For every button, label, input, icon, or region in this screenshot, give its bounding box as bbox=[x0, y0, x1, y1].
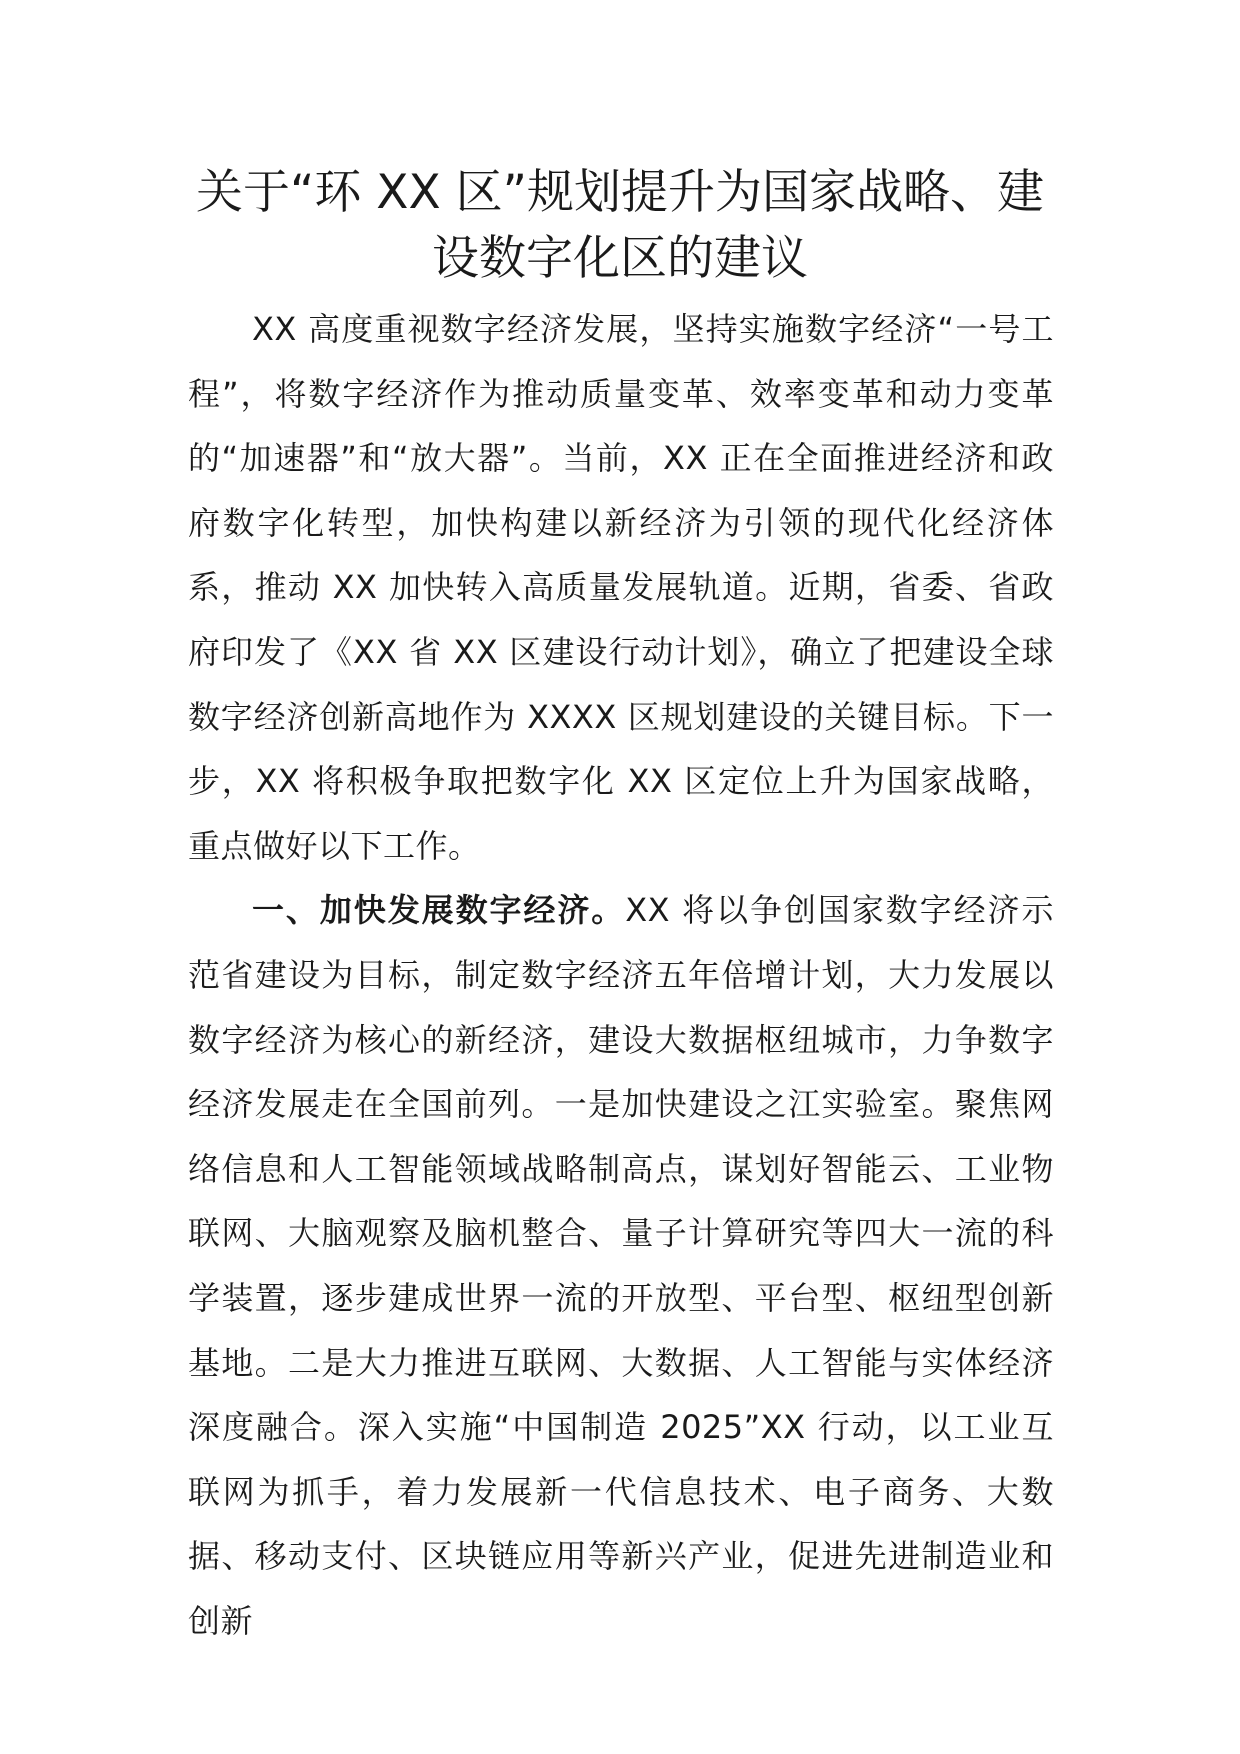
paragraph-section-1-text: XX 将以争创国家数字经济示范省建设为目标，制定数字经济五年倍增计划，大力发展以数字经济为核心的新经济，建设大数据枢纽城市，力争数字经济发展走在全国前列。一是加快建设之江实验室。聚焦网络信息和人工智能领域战略制高点，谋划好智能云、工业物联网、大脑观察及脑机整合、量子计算研究等四大一流的科学装置，逐步建成世界一流的开放型、平台型、枢纽型创新基地。二是大力推进互联网、大数据、人工智能与实体经济深度融合。深入实施“中国制造 2025”XX 行动，以工业互联网为抓手，着力发展新一代信息技术、电子商务、大数据、移动支付、区块链应用等新兴产业，促进先进制造业和创新 bbox=[188, 891, 1054, 1640]
paragraph-intro bbox=[188, 297, 1054, 878]
title-line-1: 关于“环 XX 区”规划提升为国家战略、建 bbox=[196, 165, 1044, 220]
title-line-2: 设数字化区的建议 bbox=[432, 231, 808, 286]
document-body bbox=[188, 297, 1054, 1653]
paragraph-intro-text: XX 高度重视数字经济发展，坚持实施数字经济“一号工程”，将数字经济作为推动质量变革、效率变革和动力变革的“加速器”和“放大器”。当前，XX 正在全面推进经济和政府数字化转型，加快构建以新经济为引领的现代化经济体系，推动 XX 加快转入高质量发展轨道。近期，省委、省政府印发了《XX 省 XX 区建设行动计划》，确立了把建设全球数字经济创新高地作为 XXXX 区规划建设的关键目标。下一步，XX 将积极争取把数字化 XX 区定位上升为国家战略，重点做好以下工作。 bbox=[188, 310, 1054, 865]
document-title bbox=[180, 160, 1060, 292]
paragraph-section-1 bbox=[188, 878, 1054, 1653]
section-1-heading: 一、加快发展数字经济。 bbox=[252, 891, 626, 930]
